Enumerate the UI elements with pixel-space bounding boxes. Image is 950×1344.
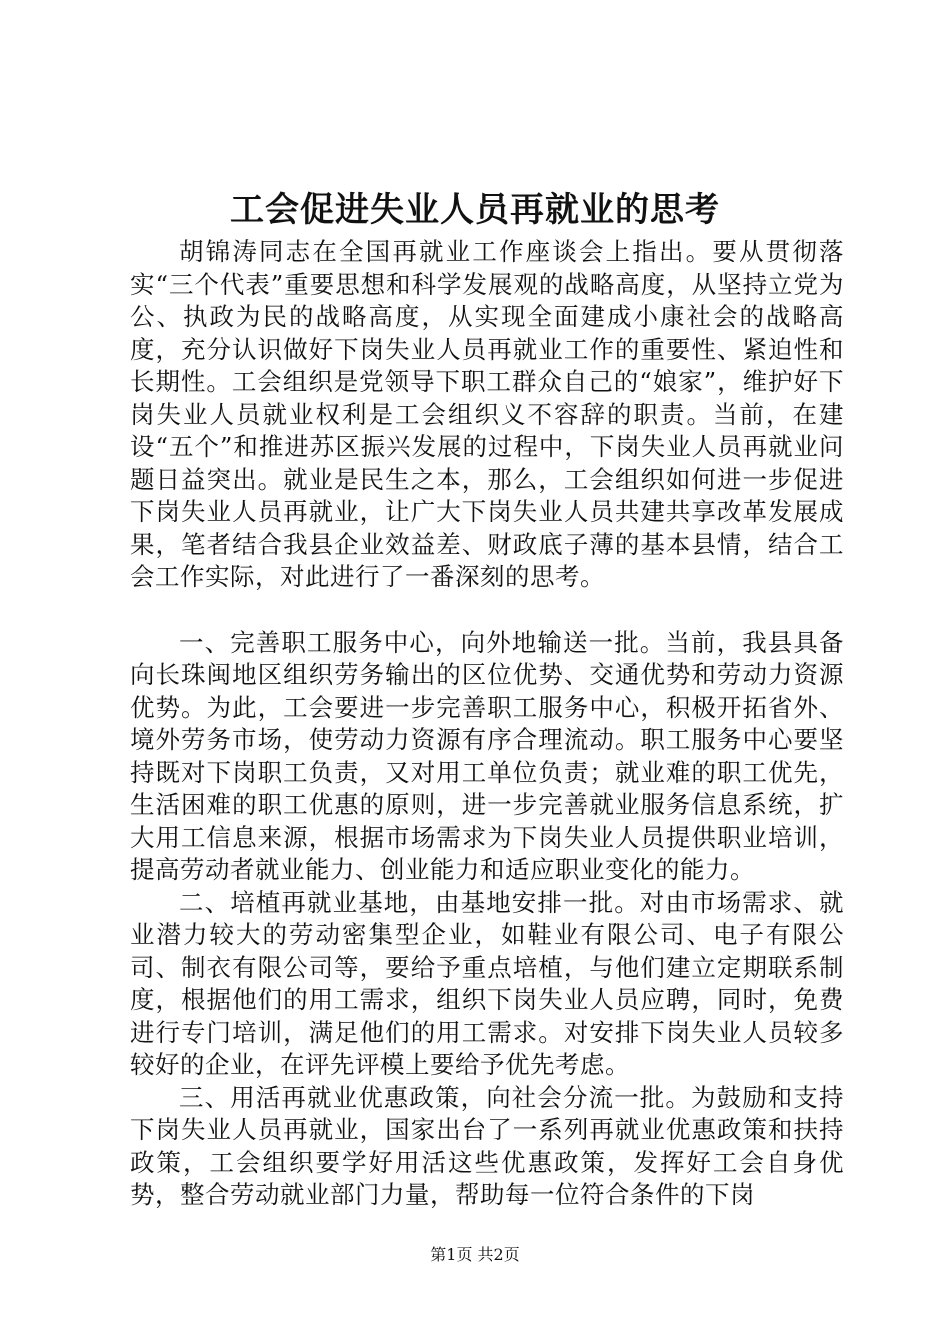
intro-paragraph: 胡锦涛同志在全国再就业工作座谈会上指出。要从贯彻落实“三个代表”重要思想和科学发展观的战略高度，从坚持立党为公、执政为民的战略高度，从实现全面建成小康社会的战略高度，充分认识做好下岗失业人员再就业工作的重要性、紧迫性和长期性。工会组织是党领导下职工群众自己的“娘家”，维护好下岗失业人员就业权利是工会组织义不容辞的职责。当前，在建设“五个”和推进苏区振兴发展的过程中，下岗失业人员再就业问题日益突出。就业是民生之本，那么，工会组织如何进一步促进下岗失业人员再就业，让广大下岗失业人员共建共享改革发展成果，笔者结合我县企业效益差、财政底子薄的基本县情，结合工会工作实际，对此进行了一番深刻的思考。 (130, 237, 844, 591)
page-number-footer: 第1页 共2页 (430, 1245, 520, 1264)
document-title: 工会促进失业人员再就业的思考 (230, 190, 720, 230)
document-body (130, 236, 844, 1212)
paragraph-spacer (130, 594, 844, 627)
section-2-paragraph: 二、培植再就业基地，由基地安排一批。对由市场需求、就业潜力较大的劳动密集型企业，如鞋业有限公司、电子有限公司、制衣有限公司等，要给予重点培植，与他们建立定期联系制度，根据他们的用工需求，组织下岗失业人员应聘，同时，免费进行专门培训，满足他们的用工需求。对安排下岗失业人员较多较好的企业，在评先评模上要给予优先考虑。 (130, 887, 844, 1079)
section-3-paragraph: 三、用活再就业优惠政策，向社会分流一批。为鼓励和支持下岗失业人员再就业，国家出台了一系列再就业优惠政策和扶持政策，工会组织要学好用活这些优惠政策，发挥好工会自身优势，整合劳动就业部门力量，帮助每一位符合条件的下岗 (130, 1082, 844, 1209)
section-1-paragraph: 一、完善职工服务中心，向外地输送一批。当前，我县具备向长珠闽地区组织劳务输出的区位优势、交通优势和劳动力资源优势。为此，工会要进一步完善职工服务中心，积极开拓省外、境外劳务市场，使劳动力资源有序合理流动。职工服务中心要坚持既对下岗职工负责，又对用工单位负责；就业难的职工优先，生活困难的职工优惠的原则，进一步完善就业服务信息系统，扩大用工信息来源，根据市场需求为下岗失业人员提供职业培训，提高劳动者就业能力、创业能力和适应职业变化的能力。 (130, 627, 844, 884)
